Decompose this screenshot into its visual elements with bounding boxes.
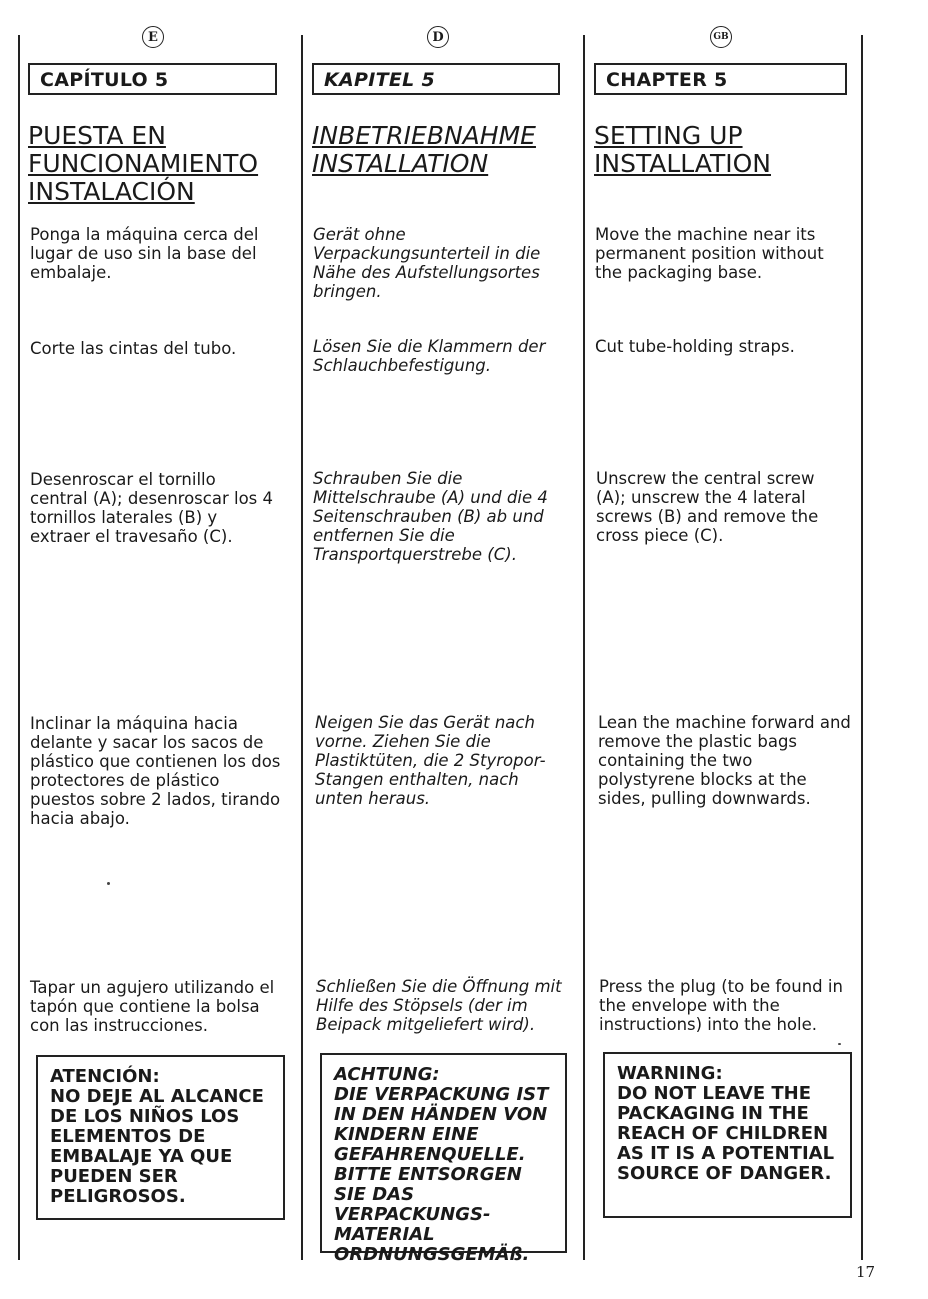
step-2-es: Corte las cintas del tubo. [30,339,237,358]
column-divider-right [861,35,863,1260]
step-3-de: Schrauben Sie die Mittelschraube (A) und die 4 Seitenschrauben (B) ab und entfernen Sie die Transportquerstrebe (C). [313,469,548,564]
scan-speck [107,882,110,885]
chapter-label-de: KAPITEL 5 [312,63,560,95]
warning-box-de [320,1053,567,1265]
step-2-de: Lösen Sie die Klammern der Schlauchbefestigung. [313,337,546,375]
step-5-es: Tapar un agujero utilizando el tapón que contiene la bolsa con las instrucciones. [30,978,275,1035]
warning-title-de: ACHTUNG: [334,1064,440,1085]
column-divider-1 [301,35,303,1260]
warning-title-gb: WARNING: [617,1063,723,1084]
step-1-es: Ponga la máquina cerca del lugar de uso sin la base del embalaje. [30,225,259,282]
step-5-de: Schließen Sie die Öffnung mit Hilfe des Stöpsels (der im Beipack mitgeliefert wird). [316,977,562,1034]
language-badge-es: E [142,26,164,48]
section-heading-de [312,122,572,178]
warning-text-de: DIE VERPACKUNG IST IN DEN HÄNDEN VON KINDERN EINE GEFAHRENQUELLE. BITTE ENTSORGEN SIE DAS VERPACKUNGS-MATERIAL ORDNUNGSGEMÄß. [334,1084,549,1265]
step-3-gb: Unscrew the central screw (A); unscrew the 4 lateral screws (B) and remove the cross piece (C). [596,469,819,545]
heading-line: INSTALLATION [594,149,771,178]
step-4-de: Neigen Sie das Gerät nach vorne. Ziehen Sie die Plastiktüten, die 2 Styropor-Stangen enthalten, nach unten heraus. [315,713,546,808]
heading-line: INBETRIEBNAHME [312,121,536,150]
step-1-gb: Move the machine near its permanent position without the packaging base. [595,225,824,282]
step-4-gb: Lean the machine forward and remove the plastic bags containing the two polystyrene blocks at the sides, pulling downwards. [598,713,851,808]
page-number: 17 [856,1263,876,1281]
chapter-label-es: CAPÍTULO 5 [28,63,277,95]
heading-line: PUESTA EN [28,121,166,150]
warning-text-es: NO DEJE AL ALCANCE DE LOS NIÑOS LOS ELEMENTOS DE EMBALAJE YA QUE PUEDEN SER PELIGROSOS. [50,1086,264,1207]
language-badge-de: D [427,26,449,48]
heading-line: FUNCIONAMIENTO [28,149,259,178]
scan-speck [838,1043,841,1045]
step-1-de: Gerät ohne Verpackungsunterteil in die Nähe des Aufstellungsortes bringen. [313,225,541,301]
column-divider-left [18,35,20,1260]
warning-title-es: ATENCIÓN: [50,1066,160,1087]
chapter-label-gb: CHAPTER 5 [594,63,847,95]
section-heading-es [28,122,288,206]
warning-box-gb [603,1052,852,1218]
step-4-es: Inclinar la máquina hacia delante y sacar los sacos de plástico que contienen los dos protectores de plástico puestos sobre 2 lados, tirando hacia abajo. [30,714,281,828]
heading-line: INSTALLATION [312,149,489,178]
section-heading-gb [594,122,854,178]
column-divider-2 [583,35,585,1260]
language-badge-gb: GB [710,26,732,48]
warning-box-es [36,1055,285,1220]
step-2-gb: Cut tube-holding straps. [595,337,795,356]
heading-line: SETTING UP [594,121,743,150]
step-5-gb: Press the plug (to be found in the envelope with the instructions) into the hole. [599,977,843,1034]
heading-line: INSTALACIÓN [28,177,195,206]
warning-text-gb: DO NOT LEAVE THE PACKAGING IN THE REACH OF CHILDREN AS IT IS A POTENTIAL SOURCE OF DANGER. [617,1083,835,1184]
step-3-es: Desenroscar el tornillo central (A); desenroscar los 4 tornillos laterales (B) y extraer el travesaño (C). [30,470,274,546]
